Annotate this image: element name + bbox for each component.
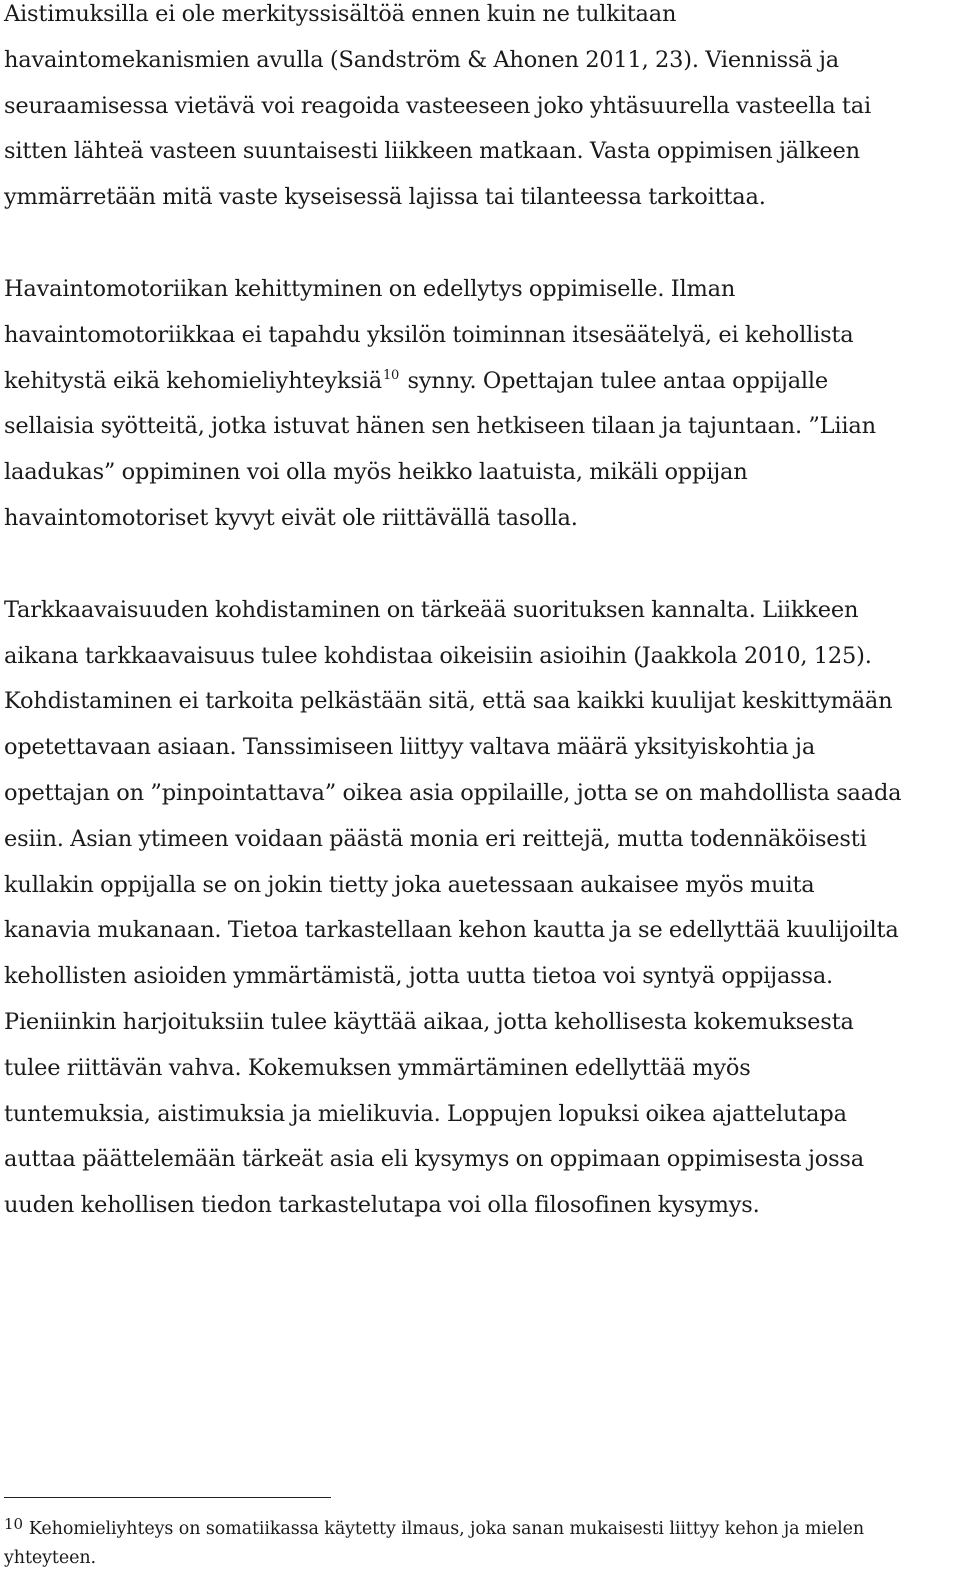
text-line: aikana tarkkaavaisuus tulee kohdistaa oikeisiin asioihin (Jaakkola 2010, 125). [4, 642, 872, 669]
footnote-line [4, 1515, 954, 1544]
text-line: kanavia mukanaan. Tietoa tarkastellaan kehon kautta ja se edellyttää kuulijoilta [4, 917, 899, 944]
text-line: tuntemuksia, aistimuksia ja mielikuvia. Loppujen lopuksi oikea ajattelutapa [4, 1100, 847, 1127]
document-page [4, 0, 956, 1229]
text-segment: synny. Opettajan tulee antaa oppijalle [401, 367, 829, 394]
text-line: opettajan on ”pinpointattava” oikea asia oppilaille, jotta se on mahdollista saada [4, 779, 902, 806]
text-line: auttaa päättelemään tärkeät asia eli kysymys on oppimaan oppimisesta jossa [4, 1146, 864, 1173]
text-line: tulee riittävän vahva. Kokemuksen ymmärtäminen edellyttää myös [4, 1054, 751, 1081]
paragraph-aistimukset [4, 0, 956, 221]
footnote-number: 10 [4, 1515, 23, 1533]
text-line: esiin. Asian ytimeen voidaan päästä monia eri reittejä, mutta todennäköisesti [4, 825, 867, 852]
text-line: uuden kehollisen tiedon tarkastelutapa voi olla filosofinen kysymys. [4, 1192, 760, 1219]
text-segment: kehitystä eikä kehomieliyhteyksiä [4, 367, 382, 394]
text-line: havaintomekanismien avulla (Sandström & Ahonen 2011, 23). Viennissä ja [4, 46, 839, 73]
paragraph-havaintomotoriikka [4, 267, 956, 542]
text-line: sellaisia syötteitä, jotka istuvat hänen sen hetkiseen tilaan ja tajuntaan. ”Liian [4, 413, 876, 440]
text-line: laadukas” oppiminen voi olla myös heikko laatuista, mikäli oppijan [4, 459, 748, 486]
text-line: Havaintomotoriikan kehittyminen on edellytys oppimiselle. Ilman [4, 275, 736, 302]
text-line: Aistimuksilla ei ole merkityssisältöä ennen kuin ne tulkitaan [4, 1, 677, 27]
footnote-text: Kehomieliyhteys on somatiikassa käytetty ilmaus, joka sanan mukaisesti liittyy kehon ja mielen [28, 1519, 865, 1539]
text-line: Kohdistaminen ei tarkoita pelkästään sitä, että saa kaikki kuulijat keskittymään [4, 688, 893, 715]
text-line: sitten lähteä vasteen suuntaisesti liikkeen matkaan. Vasta oppimisen jälkeen [4, 138, 860, 165]
footnote [4, 1515, 954, 1573]
footnote-line: yhteyteen. [4, 1548, 97, 1568]
paragraph-tarkkaavaisuus [4, 588, 956, 1229]
text-line: kehollisten asioiden ymmärtämistä, jotta uutta tietoa voi syntyä oppijassa. [4, 963, 834, 990]
text-line: Tarkkaavaisuuden kohdistaminen on tärkeää suorituksen kannalta. Liikkeen [4, 596, 859, 623]
paragraph-spacer [4, 542, 956, 588]
text-line-with-footnote-ref [4, 359, 956, 405]
text-line: havaintomotoriikkaa ei tapahdu yksilön toiminnan itsesäätelyä, ei kehollista [4, 321, 854, 348]
text-line: Pieniinkin harjoituksiin tulee käyttää aikaa, jotta kehollisesta kokemuksesta [4, 1008, 854, 1035]
text-line: kullakin oppijalla se on jokin tietty joka auetessaan aukaisee myös muita [4, 871, 815, 898]
text-line: ymmärretään mitä vaste kyseisessä lajissa tai tilanteessa tarkoittaa. [4, 184, 766, 211]
paragraph-spacer [4, 221, 956, 267]
text-line: opetettavaan asiaan. Tanssimiseen liittyy valtava määrä yksityiskohtia ja [4, 734, 816, 761]
text-line: seuraamisessa vietävä voi reagoida vasteeseen joko yhtäsuurella vasteella tai [4, 92, 871, 119]
text-line: havaintomotoriset kyvyt eivät ole riittävällä tasolla. [4, 504, 578, 531]
footnote-reference[interactable]: 10 [382, 367, 400, 383]
footnote-separator [4, 1497, 331, 1498]
